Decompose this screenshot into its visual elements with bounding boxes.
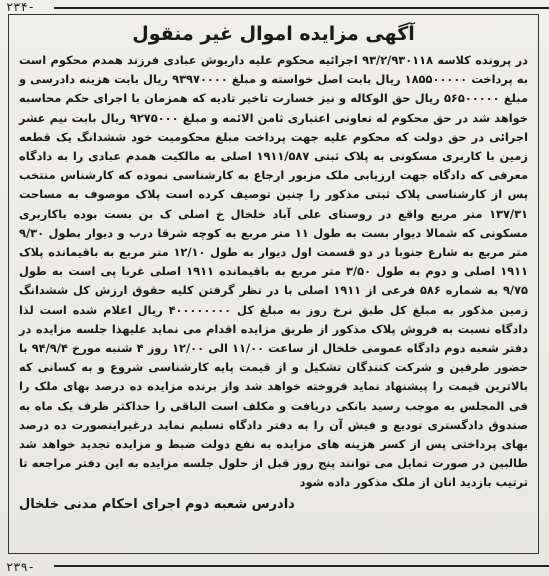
- bottom-page-number: ۲۳۹-: [6, 560, 35, 574]
- bottom-divider: [54, 565, 549, 567]
- top-page-number: ۲۳۴-: [6, 0, 35, 14]
- auction-notice-box: [8, 14, 539, 554]
- notice-title: آگهی مزایده اموال غیر منقول: [132, 23, 415, 45]
- notice-signature: دادرس شعبه دوم اجرای احکام مدنی خلخال: [19, 496, 295, 512]
- notice-body: در پرونده کلاسه ۹۳/۲/۹۳۰۱۱۸ اجرائیه محکوم علیه داریوش عبادی فرزند همدم محکوم است به پرداخت ۱۸۵۵۰۰۰۰۰ ریال بابت اصل خواسته و مبلغ ۹۳۹۷۰۰۰۰ ریال بابت هزینه دادرسی و مبلغ ۵۶۵۰۰۰۰۰ ریال حق الوکاله و نیز خسارت تاخیر تادیه که همزمان با اجرای حکم محاسبه خواهد شد در حق محکوم له تعاونی اعتباری ثامن الائمه و مبلغ ۹۲۷۵۰۰۰ ریال بابت نیم عشر اجرائی در حق دولت که محکوم علیه جهت پرداخت مبلغ محکومیت خود ششدانگ یک قطعه زمین با کاربری مسکونی به پلاک ثبتی ۱۹۱۱/۵۸۷ اصلی به مالکیت همدم عبادی را به دادگاه معرفی که دادگاه جهت ارزیابی ملک مزبور ارجاع به کارشناسی نموده که کارشناس منتخب پس از کارشناسی پلاک ثبتی مذکور را چنین توصیف کرده است پلاک موصوف به مساحت ۱۳۷/۳۱ متر مربع واقع در روستای علی آباد خلخال خ اصلی ک بن بست بوده باکاربری مسکونی که شمالا دیوار بست به طول ۱۱ متر مربع به کوچه شرقا درب و دیوار بطول ۹/۳۰ متر مربع به شارع جنوبا در دو قسمت اول دیوار به طول ۱۲/۱۰ متر مربع به باقیمانده پلاک ۱۹۱۱ اصلی و دوم به طول ۳/۵۰ متر مربع به باقیمانده ۱۹۱۱ اصلی غربا پی است به طول ۹/۷۵ به شماره ۵۸۶ فرعی از ۱۹۱۱ اصلی با در نظر گرفتن کلیه حقوق ارزش کل ششدانگ زمین مذکور به مبلغ کل طبق نرخ روز به مبلغ کل ۴۰۰۰۰۰۰۰۰ ریال اعلام شده است لذا دادگاه نسبت به فروش پلاک مذکور از طریق مزایده اقدام می نماید علیهذا جلسه مزایده در دفتر شعبه دوم دادگاه عمومی خلخال از ساعت ۱۱/۰۰ الی ۱۲/۰۰ روز ۴ شنبه مورخ ۹۴/۹/۴ با حضور طرفین و شرکت کنندگان تشکیل و از قیمت پایه کارشناسی شروع و به کسانی که بالاترین قیمت را پیشنهاد نماید فروخته خواهد شد واز برنده مزایده ده درصد بهای ملک را فی المجلس به موجب رسید بانکی دریافت و مکلف است الباقی را حداکثر ظرف یک ماه به صندوق دادگستری تودیع و فیش آن را به دفتر دادگاه تسلیم نماید درغیراینصورت ده درصد بهای پرداختی پس از کسر هزینه های مزایده به نفع دولت ضبط و مزایده تجدید خواهد شد طالبین در صورت تمایل می توانند پنج روز قبل از حلول جلسه مزایده به این دفتر مراجعه تا ترتیب بازدید انان از ملک مذکور داده شود: [19, 53, 529, 490]
- top-divider: [54, 7, 549, 9]
